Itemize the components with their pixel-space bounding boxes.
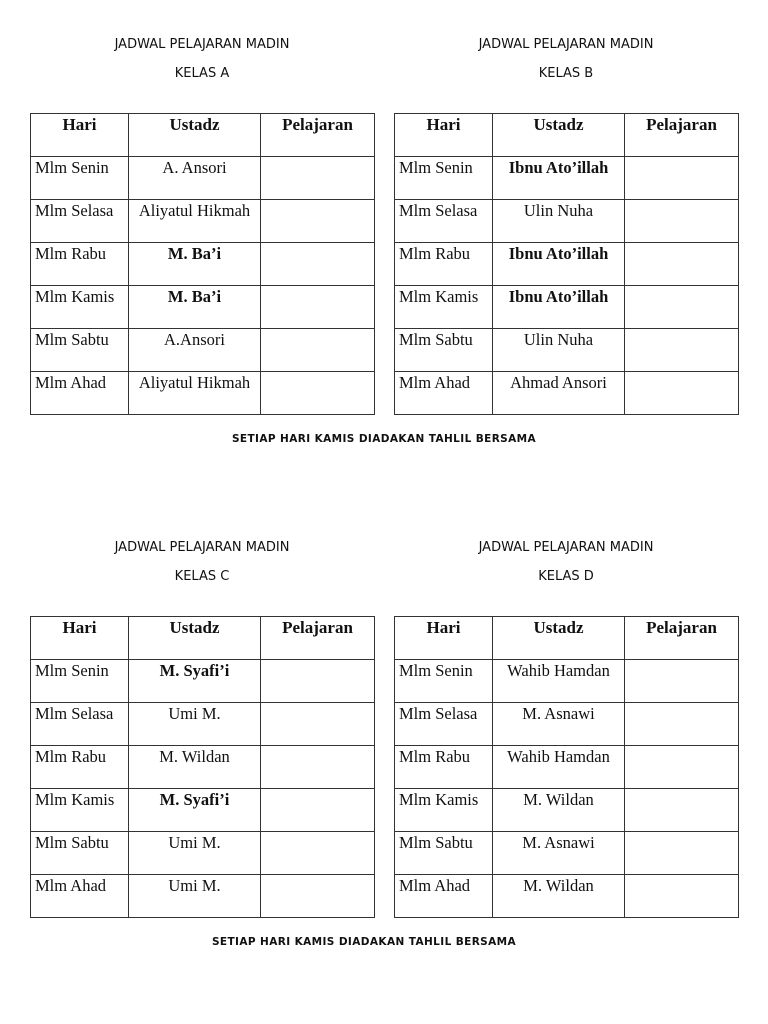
cell-ustadz: M. Ba’i xyxy=(129,286,261,329)
header-pelajaran: Pelajaran xyxy=(261,617,375,660)
class-label: KELAS D xyxy=(538,569,594,584)
table-row xyxy=(395,157,739,200)
cell-hari: Mlm Senin xyxy=(31,157,129,200)
table-row xyxy=(31,875,375,918)
cell-hari: Mlm Rabu xyxy=(31,243,129,286)
table-row xyxy=(31,789,375,832)
table-row xyxy=(31,660,375,703)
cell-hari: Mlm Ahad xyxy=(395,372,493,415)
header-hari: Hari xyxy=(31,617,129,660)
cell-hari: Mlm Sabtu xyxy=(31,329,129,372)
table-row xyxy=(31,243,375,286)
cell-hari: Mlm Kamis xyxy=(31,789,129,832)
cell-hari: Mlm Rabu xyxy=(31,746,129,789)
cell-ustadz: Ulin Nuha xyxy=(493,329,625,372)
cell-hari: Mlm Ahad xyxy=(31,875,129,918)
cell-ustadz: Umi M. xyxy=(129,832,261,875)
cell-hari: Mlm Kamis xyxy=(395,286,493,329)
table-row xyxy=(395,660,739,703)
header-pelajaran: Pelajaran xyxy=(625,617,739,660)
cell-ustadz: A. Ansori xyxy=(129,157,261,200)
cell-pelajaran xyxy=(625,243,739,286)
cell-ustadz: M. Syafi’i xyxy=(129,660,261,703)
cell-hari: Mlm Selasa xyxy=(31,703,129,746)
table-row xyxy=(31,372,375,415)
table-row xyxy=(395,329,739,372)
cell-pelajaran xyxy=(625,286,739,329)
schedule-title: JADWAL PELAJARAN MADIN xyxy=(114,540,290,555)
cell-pelajaran xyxy=(261,789,375,832)
cell-pelajaran xyxy=(261,329,375,372)
table-row xyxy=(31,200,375,243)
tahlil-note: SETIAP HARI KAMIS DIADAKAN TAHLIL BERSAMA xyxy=(211,936,517,948)
header-pelajaran: Pelajaran xyxy=(261,114,375,157)
cell-ustadz: M. Wildan xyxy=(493,789,625,832)
cell-ustadz: M. Wildan xyxy=(493,875,625,918)
class-label: KELAS B xyxy=(538,66,594,81)
table-header-row xyxy=(395,114,739,157)
cell-pelajaran xyxy=(625,746,739,789)
schedule-table-kelas-b xyxy=(394,113,739,415)
schedule-title: JADWAL PELAJARAN MADIN xyxy=(478,37,654,52)
table-row xyxy=(395,832,739,875)
table-row xyxy=(31,832,375,875)
cell-hari: Mlm Selasa xyxy=(31,200,129,243)
cell-pelajaran xyxy=(261,746,375,789)
schedule-table-kelas-d xyxy=(394,616,739,918)
cell-ustadz: Wahib Hamdan xyxy=(493,660,625,703)
cell-pelajaran xyxy=(625,660,739,703)
schedule-table-kelas-a xyxy=(30,113,375,415)
table-row xyxy=(31,157,375,200)
cell-pelajaran xyxy=(261,875,375,918)
cell-pelajaran xyxy=(625,703,739,746)
cell-ustadz: Umi M. xyxy=(129,875,261,918)
header-ustadz: Ustadz xyxy=(129,114,261,157)
cell-ustadz: M. Asnawi xyxy=(493,703,625,746)
cell-pelajaran xyxy=(261,157,375,200)
cell-pelajaran xyxy=(261,286,375,329)
table-row xyxy=(31,286,375,329)
cell-pelajaran xyxy=(261,660,375,703)
cell-pelajaran xyxy=(261,200,375,243)
cell-pelajaran xyxy=(261,372,375,415)
cell-hari: Mlm Sabtu xyxy=(395,832,493,875)
schedule-table-kelas-c xyxy=(30,616,375,918)
table-header-row xyxy=(31,617,375,660)
cell-pelajaran xyxy=(261,832,375,875)
schedule-title: JADWAL PELAJARAN MADIN xyxy=(114,37,290,52)
cell-ustadz: M. Ba’i xyxy=(129,243,261,286)
header-hari: Hari xyxy=(395,114,493,157)
table-header-row xyxy=(395,617,739,660)
table-row xyxy=(31,703,375,746)
cell-ustadz: M. Wildan xyxy=(129,746,261,789)
table-row xyxy=(395,200,739,243)
schedule-title: JADWAL PELAJARAN MADIN xyxy=(478,540,654,555)
cell-pelajaran xyxy=(625,157,739,200)
table-row xyxy=(395,875,739,918)
cell-hari: Mlm Rabu xyxy=(395,243,493,286)
cell-ustadz: Ahmad Ansori xyxy=(493,372,625,415)
cell-hari: Mlm Rabu xyxy=(395,746,493,789)
table-row xyxy=(395,372,739,415)
cell-ustadz: A.Ansori xyxy=(129,329,261,372)
cell-hari: Mlm Ahad xyxy=(31,372,129,415)
cell-ustadz: Aliyatul Hikmah xyxy=(129,372,261,415)
cell-hari: Mlm Senin xyxy=(395,660,493,703)
header-hari: Hari xyxy=(31,114,129,157)
cell-ustadz: M. Asnawi xyxy=(493,832,625,875)
class-label: KELAS C xyxy=(174,569,230,584)
cell-pelajaran xyxy=(625,789,739,832)
cell-hari: Mlm Senin xyxy=(395,157,493,200)
table-row xyxy=(395,746,739,789)
cell-ustadz: Ibnu Ato’illah xyxy=(493,243,625,286)
cell-pelajaran xyxy=(261,703,375,746)
cell-hari: Mlm Kamis xyxy=(31,286,129,329)
class-label: KELAS A xyxy=(174,66,230,81)
header-hari: Hari xyxy=(395,617,493,660)
header-ustadz: Ustadz xyxy=(493,114,625,157)
cell-hari: Mlm Sabtu xyxy=(395,329,493,372)
table-row xyxy=(395,286,739,329)
cell-ustadz: Ibnu Ato’illah xyxy=(493,157,625,200)
cell-ustadz: Umi M. xyxy=(129,703,261,746)
cell-hari: Mlm Senin xyxy=(31,660,129,703)
cell-ustadz: Aliyatul Hikmah xyxy=(129,200,261,243)
cell-hari: Mlm Selasa xyxy=(395,703,493,746)
table-row xyxy=(395,243,739,286)
cell-pelajaran xyxy=(625,372,739,415)
cell-ustadz: M. Syafi’i xyxy=(129,789,261,832)
cell-ustadz: Wahib Hamdan xyxy=(493,746,625,789)
header-ustadz: Ustadz xyxy=(129,617,261,660)
cell-pelajaran xyxy=(625,875,739,918)
table-row xyxy=(395,703,739,746)
cell-ustadz: Ibnu Ato’illah xyxy=(493,286,625,329)
cell-pelajaran xyxy=(625,329,739,372)
cell-hari: Mlm Ahad xyxy=(395,875,493,918)
table-header-row xyxy=(31,114,375,157)
table-row xyxy=(31,329,375,372)
header-pelajaran: Pelajaran xyxy=(625,114,739,157)
table-row xyxy=(395,789,739,832)
cell-hari: Mlm Selasa xyxy=(395,200,493,243)
cell-hari: Mlm Sabtu xyxy=(31,832,129,875)
tahlil-note: SETIAP HARI KAMIS DIADAKAN TAHLIL BERSAMA xyxy=(231,433,537,445)
table-row xyxy=(31,746,375,789)
cell-ustadz: Ulin Nuha xyxy=(493,200,625,243)
cell-pelajaran xyxy=(625,832,739,875)
cell-pelajaran xyxy=(261,243,375,286)
cell-hari: Mlm Kamis xyxy=(395,789,493,832)
header-ustadz: Ustadz xyxy=(493,617,625,660)
cell-pelajaran xyxy=(625,200,739,243)
